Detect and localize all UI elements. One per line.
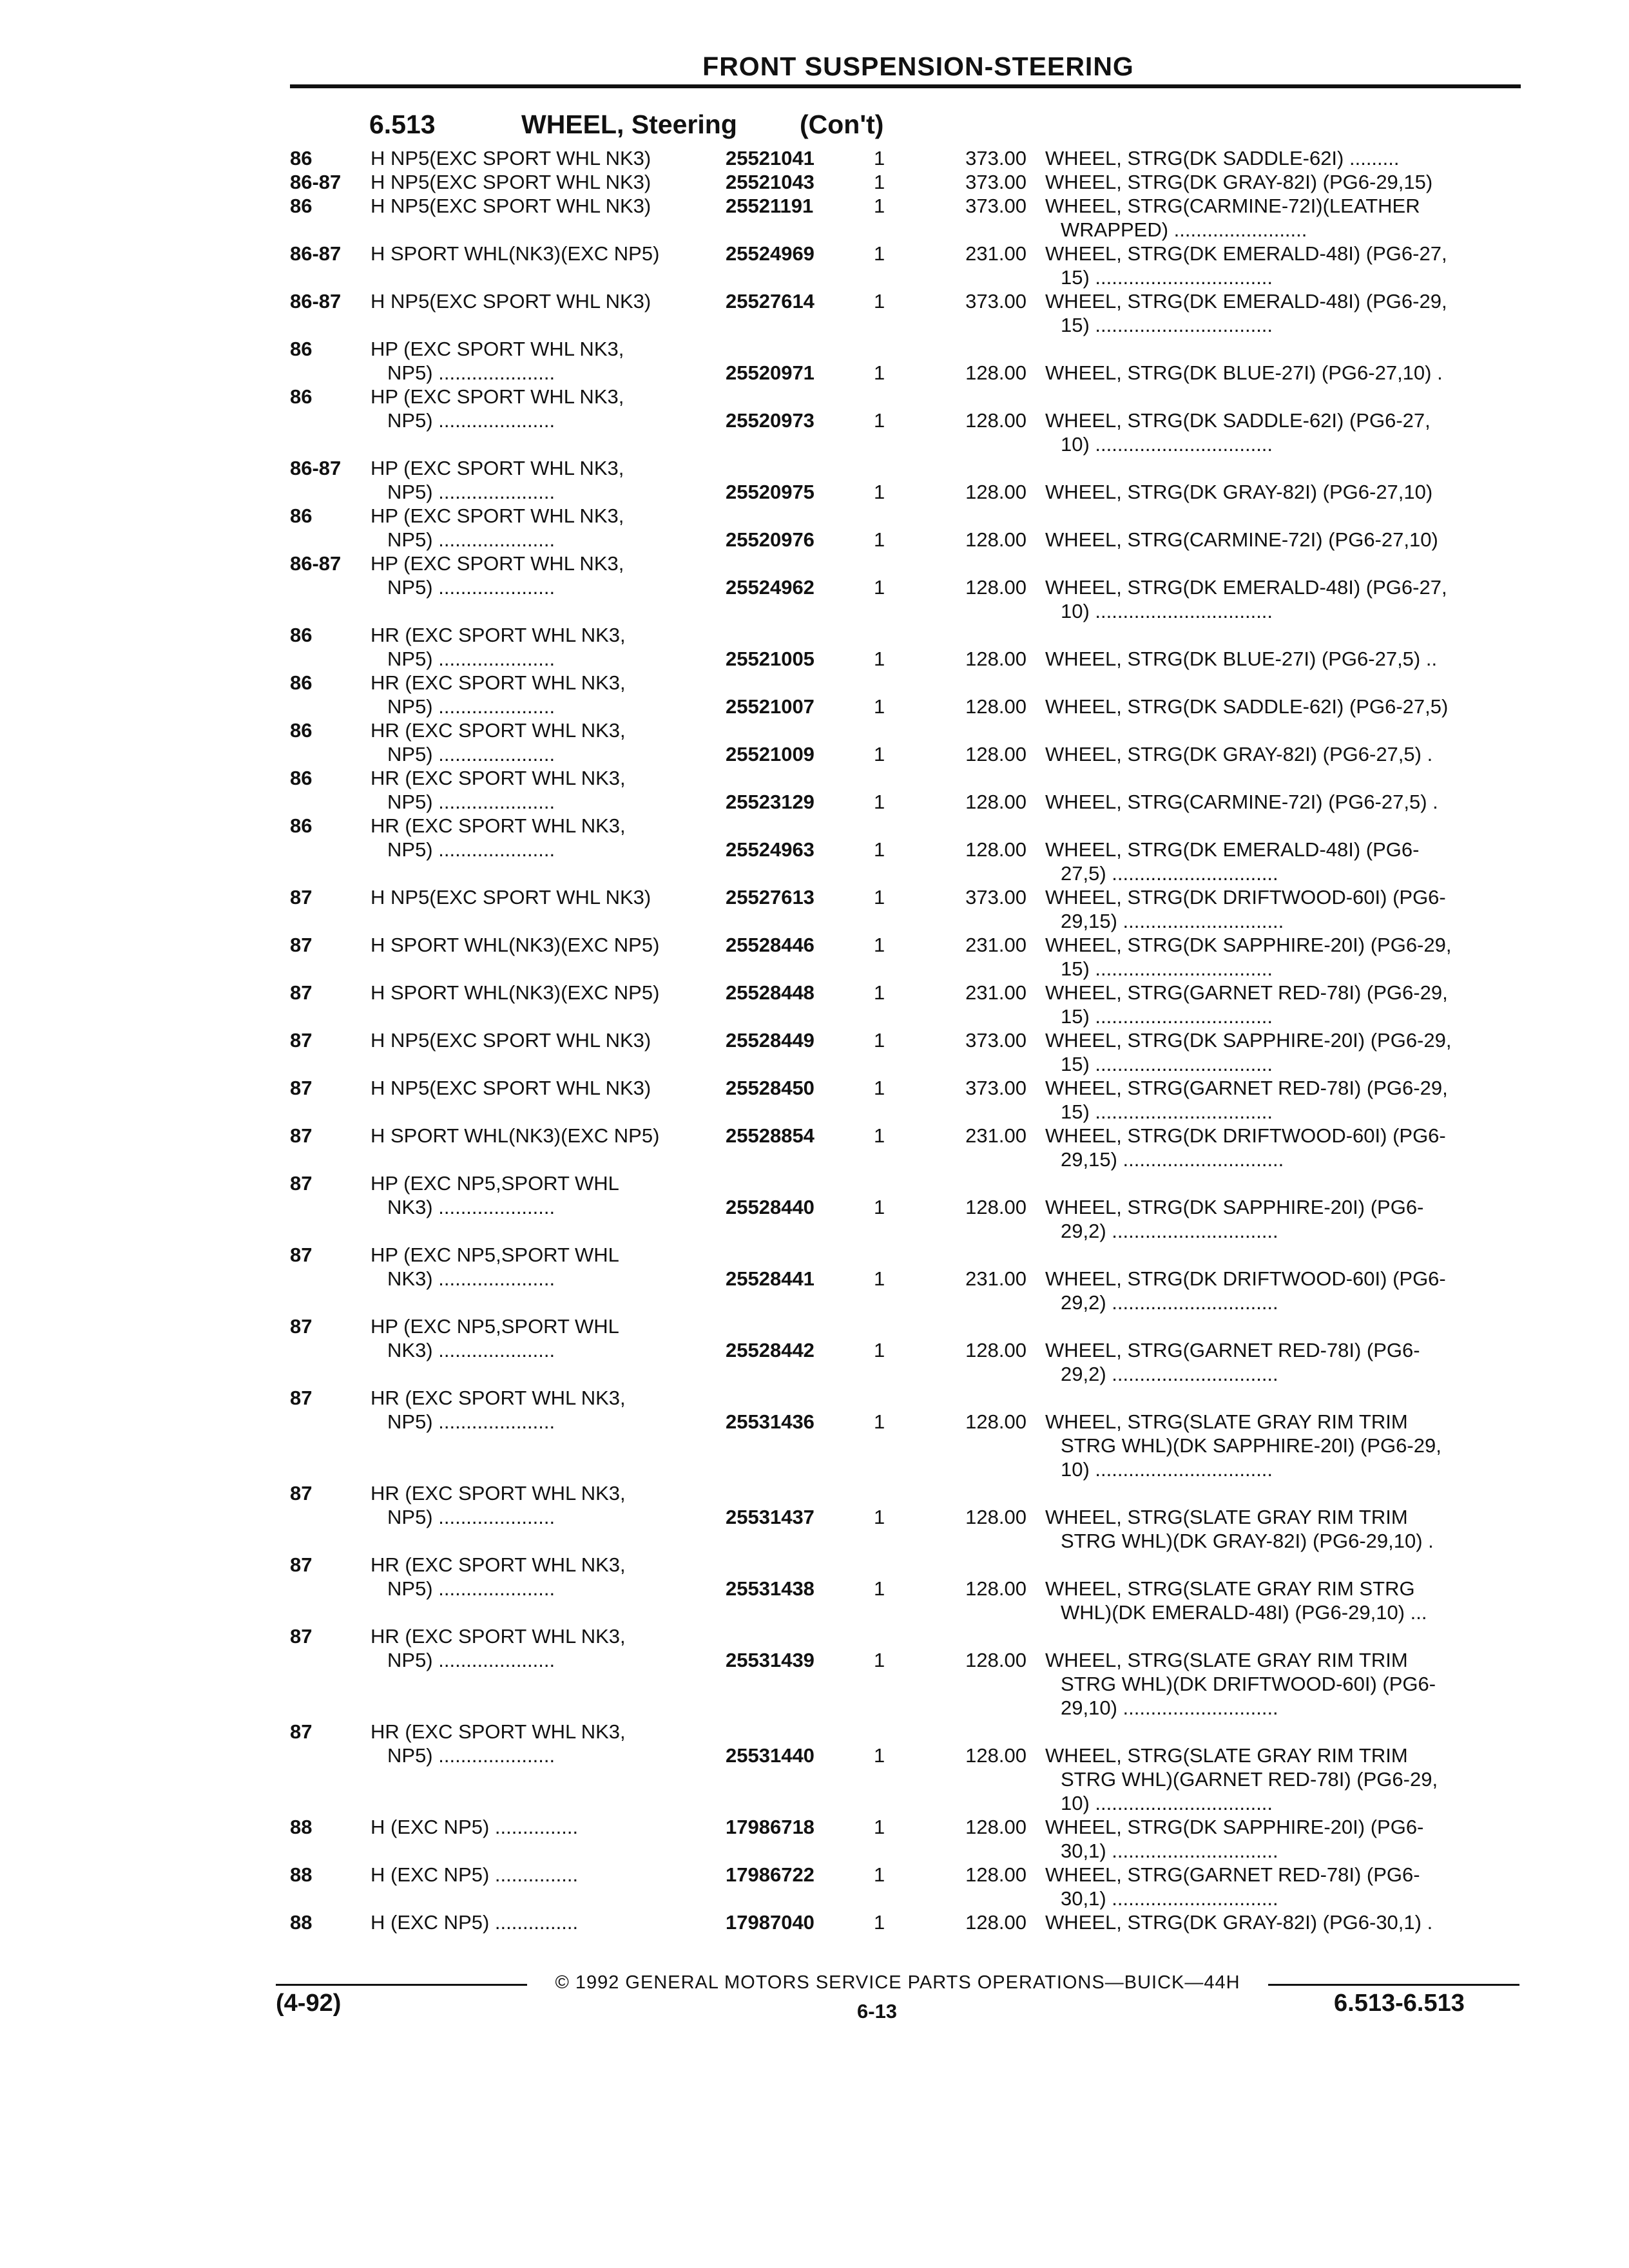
entry-year: 86 [290, 338, 313, 360]
entry-year: 86 [290, 624, 313, 646]
footer-date: (4-92) [276, 1990, 342, 2017]
parts-entry [290, 1076, 1514, 1124]
entry-year: 87 [290, 934, 313, 956]
entry-year: 87 [290, 1077, 313, 1099]
entry-remark: WHEEL, STRG(DK SADDLE-62I) (PG6-27, [1045, 409, 1431, 432]
entry-part-number: 25531438 [726, 1577, 815, 1600]
parts-entry [290, 385, 1514, 456]
entry-description: HP (EXC SPORT WHL NK3, [371, 552, 624, 575]
entry-remark: 15) ................................ [1061, 1100, 1273, 1123]
entry-year: 86-87 [290, 290, 342, 312]
entry-price: 128.00 [965, 743, 1027, 765]
entry-description: HP (EXC NP5,SPORT WHL [371, 1172, 619, 1195]
page-header [290, 52, 1521, 88]
entry-description: H NP5(EXC SPORT WHL NK3) [371, 886, 651, 908]
entry-price: 373.00 [965, 1077, 1027, 1099]
entry-remark: STRG WHL)(DK GRAY-82I) (PG6-29,10) . [1061, 1530, 1434, 1552]
entry-remark: WHEEL, STRG(GARNET RED-78I) (PG6- [1045, 1863, 1420, 1886]
entry-year: 87 [290, 1244, 313, 1266]
parts-entry [290, 1171, 1514, 1243]
entry-price: 128.00 [965, 1816, 1027, 1838]
entry-description: H (EXC NP5) ............... [371, 1911, 579, 1934]
entry-part-number: 25521191 [726, 195, 814, 217]
entry-price: 231.00 [965, 1124, 1027, 1147]
entry-quantity: 1 [874, 576, 885, 599]
entry-part-number: 25531437 [726, 1506, 815, 1528]
parts-entry [290, 1124, 1514, 1171]
entry-price: 373.00 [965, 171, 1027, 193]
entry-price: 128.00 [965, 1911, 1027, 1934]
entry-quantity: 1 [874, 147, 885, 169]
entry-description: H NP5(EXC SPORT WHL NK3) [371, 1077, 651, 1099]
entry-part-number: 25520975 [726, 481, 815, 503]
entry-description: HR (EXC SPORT WHL NK3, [371, 1625, 626, 1648]
entry-year: 87 [290, 1124, 313, 1147]
entry-part-number: 17986722 [726, 1863, 815, 1886]
entry-description: NP5) ..................... [387, 648, 555, 670]
entry-remark: WHEEL, STRG(DK EMERALD-48I) (PG6-27, [1045, 576, 1447, 599]
entry-remark: WHEEL, STRG(DK GRAY-82I) (PG6-29,15) [1045, 171, 1433, 193]
entry-part-number: 25528441 [726, 1267, 815, 1290]
parts-entry [290, 1553, 1514, 1624]
entry-description: H (EXC NP5) ............... [371, 1863, 579, 1886]
entry-description: H SPORT WHL(NK3)(EXC NP5) [371, 934, 660, 956]
entry-description: NP5) ..................... [387, 481, 555, 503]
entry-remark: WHEEL, STRG(DK GRAY-82I) (PG6-27,5) . [1045, 743, 1433, 765]
entry-remark: STRG WHL)(GARNET RED-78I) (PG6-29, [1061, 1768, 1438, 1791]
entry-quantity: 1 [874, 1816, 885, 1838]
entry-description: HR (EXC SPORT WHL NK3, [371, 814, 626, 837]
entry-remark: 27,5) .............................. [1061, 862, 1278, 885]
entry-description: NP5) ..................... [387, 1506, 555, 1528]
footer-copyright-line [276, 1972, 1519, 1998]
entry-year: 86 [290, 505, 313, 527]
entry-quantity: 1 [874, 481, 885, 503]
entry-description: HP (EXC NP5,SPORT WHL [371, 1315, 619, 1338]
entry-remark: 15) ................................ [1061, 314, 1273, 336]
entry-year: 87 [290, 1172, 313, 1195]
entry-part-number: 25521005 [726, 648, 815, 670]
entry-year: 87 [290, 1553, 313, 1576]
entry-quantity: 1 [874, 1911, 885, 1934]
entry-remark: 30,1) .............................. [1061, 1887, 1278, 1910]
entry-price: 373.00 [965, 147, 1027, 169]
section-heading [369, 110, 883, 140]
entry-description: HP (EXC SPORT WHL NK3, [371, 385, 624, 408]
entry-remark: WHEEL, STRG(GARNET RED-78I) (PG6- [1045, 1339, 1420, 1361]
entry-price: 128.00 [965, 528, 1027, 551]
parts-entry [290, 933, 1514, 981]
entry-remark: 15) ................................ [1061, 1053, 1273, 1075]
entry-remark: WHEEL, STRG(CARMINE-72I) (PG6-27,5) . [1045, 791, 1438, 813]
entry-price: 128.00 [965, 1410, 1027, 1433]
parts-entry [290, 766, 1514, 814]
entry-part-number: 25528440 [726, 1196, 815, 1218]
entry-description: H SPORT WHL(NK3)(EXC NP5) [371, 242, 660, 265]
entry-description: HP (EXC NP5,SPORT WHL [371, 1244, 619, 1266]
entry-description: NP5) ..................... [387, 695, 555, 718]
entry-remark: WRAPPED) ........................ [1061, 218, 1307, 241]
entry-quantity: 1 [874, 743, 885, 765]
parts-entry [290, 146, 1514, 170]
parts-entry [290, 456, 1514, 504]
entry-part-number: 25520976 [726, 528, 815, 551]
parts-entry [290, 1028, 1514, 1076]
entry-price: 128.00 [965, 576, 1027, 599]
parts-entry [290, 1815, 1514, 1863]
entry-remark: WHEEL, STRG(DK SAPPHIRE-20I) (PG6- [1045, 1816, 1424, 1838]
entry-price: 231.00 [965, 242, 1027, 265]
parts-entry [290, 671, 1514, 718]
entry-part-number: 25528446 [726, 934, 815, 956]
entry-year: 88 [290, 1863, 313, 1886]
entry-description: H NP5(EXC SPORT WHL NK3) [371, 171, 651, 193]
entry-quantity: 1 [874, 290, 885, 312]
entry-description: NP5) ..................... [387, 361, 555, 384]
entry-quantity: 1 [874, 1649, 885, 1671]
entry-remark: WHEEL, STRG(DK SADDLE-62I) ......... [1045, 147, 1400, 169]
entry-price: 128.00 [965, 1744, 1027, 1767]
entry-part-number: 17986718 [726, 1816, 815, 1838]
entry-price: 128.00 [965, 1649, 1027, 1671]
entry-remark: WHEEL, STRG(SLATE GRAY RIM TRIM [1045, 1410, 1408, 1433]
entry-remark: 29,10) ............................ [1061, 1696, 1278, 1719]
entry-quantity: 1 [874, 1339, 885, 1361]
parts-entry [290, 194, 1514, 242]
entry-description: HR (EXC SPORT WHL NK3, [371, 624, 626, 646]
entry-part-number: 25527613 [726, 886, 815, 908]
entry-description: NK3) ..................... [387, 1339, 555, 1361]
entry-description: NP5) ..................... [387, 409, 555, 432]
entry-quantity: 1 [874, 361, 885, 384]
entry-year: 86 [290, 767, 313, 789]
entry-remark: WHEEL, STRG(GARNET RED-78I) (PG6-29, [1045, 981, 1448, 1004]
entry-remark: WHEEL, STRG(SLATE GRAY RIM STRG [1045, 1577, 1415, 1600]
parts-entry [290, 885, 1514, 933]
parts-entry [290, 718, 1514, 766]
entry-year: 87 [290, 1720, 313, 1743]
entry-remark: WHEEL, STRG(SLATE GRAY RIM TRIM [1045, 1744, 1408, 1767]
entry-price: 128.00 [965, 1577, 1027, 1600]
entry-price: 231.00 [965, 934, 1027, 956]
entry-part-number: 25524962 [726, 576, 815, 599]
entry-description: NP5) ..................... [387, 528, 555, 551]
entry-remark: 15) ................................ [1061, 957, 1273, 980]
entry-description: H NP5(EXC SPORT WHL NK3) [371, 195, 651, 217]
entry-year: 87 [290, 1387, 313, 1409]
entry-part-number: 25523129 [726, 791, 815, 813]
entry-remark: 29,2) .............................. [1061, 1363, 1278, 1385]
entry-year: 86 [290, 147, 313, 169]
entry-year: 86-87 [290, 552, 342, 575]
entry-remark: WHEEL, STRG(DK DRIFTWOOD-60I) (PG6- [1045, 886, 1446, 908]
entry-quantity: 1 [874, 409, 885, 432]
entry-year: 87 [290, 1625, 313, 1648]
entry-quantity: 1 [874, 1506, 885, 1528]
entry-year: 88 [290, 1911, 313, 1934]
parts-entry [290, 981, 1514, 1028]
entry-remark: 10) ................................ [1061, 600, 1273, 622]
entry-part-number: 25527614 [726, 290, 815, 312]
entry-quantity: 1 [874, 242, 885, 265]
entry-remark: WHEEL, STRG(DK EMERALD-48I) (PG6- [1045, 838, 1420, 861]
entry-quantity: 1 [874, 1077, 885, 1099]
footer-section-range: 6.513-6.513 [1334, 1990, 1465, 2017]
entry-quantity: 1 [874, 934, 885, 956]
entry-quantity: 1 [874, 171, 885, 193]
entry-description: NP5) ..................... [387, 791, 555, 813]
parts-entry [290, 1243, 1514, 1314]
entry-remark: WHEEL, STRG(DK BLUE-27I) (PG6-27,10) . [1045, 361, 1443, 384]
parts-entry [290, 504, 1514, 552]
entry-remark: 15) ................................ [1061, 266, 1273, 289]
entry-quantity: 1 [874, 1744, 885, 1767]
entry-part-number: 25521009 [726, 743, 815, 765]
entry-remark: WHEEL, STRG(DK EMERALD-48I) (PG6-29, [1045, 290, 1447, 312]
entry-description: HR (EXC SPORT WHL NK3, [371, 767, 626, 789]
entry-price: 128.00 [965, 481, 1027, 503]
entry-price: 373.00 [965, 886, 1027, 908]
entry-quantity: 1 [874, 195, 885, 217]
entry-description: NK3) ..................... [387, 1196, 555, 1218]
entry-description: H (EXC NP5) ............... [371, 1816, 579, 1838]
entry-year: 88 [290, 1816, 313, 1838]
entry-description: NP5) ..................... [387, 1410, 555, 1433]
entry-price: 128.00 [965, 361, 1027, 384]
section-continued: (Con't) [800, 110, 884, 139]
entry-description: HR (EXC SPORT WHL NK3, [371, 671, 626, 694]
entry-remark: STRG WHL)(DK SAPPHIRE-20I) (PG6-29, [1061, 1434, 1441, 1457]
entry-remark: WHEEL, STRG(DK SAPPHIRE-20I) (PG6- [1045, 1196, 1424, 1218]
entry-year: 86 [290, 671, 313, 694]
entry-part-number: 25528448 [726, 981, 815, 1004]
entry-description: NK3) ..................... [387, 1267, 555, 1290]
entry-remark: WHEEL, STRG(GARNET RED-78I) (PG6-29, [1045, 1077, 1448, 1099]
entry-remark: 29,15) ............................. [1061, 910, 1284, 932]
parts-entry [290, 337, 1514, 385]
footer-page-number: 6-13 [857, 2000, 898, 2023]
entry-price: 231.00 [965, 1267, 1027, 1290]
entry-price: 128.00 [965, 838, 1027, 861]
entry-remark: 10) ................................ [1061, 1458, 1273, 1481]
entry-year: 87 [290, 886, 313, 908]
entry-part-number: 25531436 [726, 1410, 815, 1433]
entry-remark: 10) ................................ [1061, 1792, 1273, 1814]
entry-remark: WHEEL, STRG(DK EMERALD-48I) (PG6-27, [1045, 242, 1447, 265]
entry-description: H NP5(EXC SPORT WHL NK3) [371, 1029, 651, 1052]
entry-part-number: 17987040 [726, 1911, 815, 1934]
entry-part-number: 25531440 [726, 1744, 815, 1767]
entry-quantity: 1 [874, 528, 885, 551]
parts-entry [290, 1910, 1514, 1934]
entry-description: HP (EXC SPORT WHL NK3, [371, 505, 624, 527]
entry-remark: WHEEL, STRG(CARMINE-72I)(LEATHER [1045, 195, 1420, 217]
entry-quantity: 1 [874, 1577, 885, 1600]
entry-price: 128.00 [965, 409, 1027, 432]
entry-quantity: 1 [874, 1124, 885, 1147]
entry-description: HP (EXC SPORT WHL NK3, [371, 457, 624, 479]
entry-year: 87 [290, 1482, 313, 1504]
entry-description: HR (EXC SPORT WHL NK3, [371, 1720, 626, 1743]
entry-quantity: 1 [874, 695, 885, 718]
entry-quantity: 1 [874, 1410, 885, 1433]
entry-description: HR (EXC SPORT WHL NK3, [371, 1553, 626, 1576]
entry-description: NP5) ..................... [387, 743, 555, 765]
entry-year: 86 [290, 385, 313, 408]
entry-quantity: 1 [874, 1863, 885, 1886]
section-number: 6.513 [369, 110, 436, 139]
entry-description: HR (EXC SPORT WHL NK3, [371, 1482, 626, 1504]
entry-remark: STRG WHL)(DK DRIFTWOOD-60I) (PG6- [1061, 1673, 1436, 1695]
entry-part-number: 25524969 [726, 242, 815, 265]
footer-copyright: © 1992 GENERAL MOTORS SERVICE PARTS OPERATIONS—BUICK—44H [547, 1972, 1248, 1994]
entry-year: 86 [290, 195, 313, 217]
entry-price: 128.00 [965, 1196, 1027, 1218]
parts-entry [290, 814, 1514, 885]
entry-quantity: 1 [874, 981, 885, 1004]
entry-description: HR (EXC SPORT WHL NK3, [371, 719, 626, 742]
parts-entry [290, 1314, 1514, 1386]
entry-remark: WHL)(DK EMERALD-48I) (PG6-29,10) ... [1061, 1601, 1427, 1624]
entry-price: 128.00 [965, 791, 1027, 813]
entry-description: H SPORT WHL(NK3)(EXC NP5) [371, 1124, 660, 1147]
entry-description: NP5) ..................... [387, 1649, 555, 1671]
footer-rule-left [276, 1984, 527, 1986]
entry-description: H SPORT WHL(NK3)(EXC NP5) [371, 981, 660, 1004]
entry-remark: 15) ................................ [1061, 1005, 1273, 1028]
parts-entry [290, 1481, 1514, 1553]
parts-entry [290, 289, 1514, 337]
parts-list [290, 146, 1514, 1934]
entry-quantity: 1 [874, 838, 885, 861]
entry-remark: WHEEL, STRG(SLATE GRAY RIM TRIM [1045, 1506, 1408, 1528]
entry-description: NP5) ..................... [387, 1577, 555, 1600]
entry-quantity: 1 [874, 1196, 885, 1218]
entry-year: 87 [290, 981, 313, 1004]
entry-remark: WHEEL, STRG(SLATE GRAY RIM TRIM [1045, 1649, 1408, 1671]
entry-description: HR (EXC SPORT WHL NK3, [371, 1387, 626, 1409]
entry-remark: WHEEL, STRG(DK SADDLE-62I) (PG6-27,5) [1045, 695, 1449, 718]
entry-year: 87 [290, 1029, 313, 1052]
entry-price: 373.00 [965, 195, 1027, 217]
entry-year: 86-87 [290, 242, 342, 265]
entry-part-number: 25524963 [726, 838, 815, 861]
entry-part-number: 25521043 [726, 171, 815, 193]
entry-part-number: 25531439 [726, 1649, 815, 1671]
entry-price: 128.00 [965, 1863, 1027, 1886]
entry-year: 86 [290, 814, 313, 837]
section-name: WHEEL, Steering [521, 110, 737, 139]
entry-part-number: 25520971 [726, 361, 815, 384]
parts-entry [290, 552, 1514, 623]
entry-remark: WHEEL, STRG(DK SAPPHIRE-20I) (PG6-29, [1045, 934, 1452, 956]
entry-description: NP5) ..................... [387, 576, 555, 599]
entry-quantity: 1 [874, 1267, 885, 1290]
entry-part-number: 25521041 [726, 147, 815, 169]
entry-remark: WHEEL, STRG(DK GRAY-82I) (PG6-30,1) . [1045, 1911, 1433, 1934]
entry-quantity: 1 [874, 1029, 885, 1052]
entry-description: H NP5(EXC SPORT WHL NK3) [371, 290, 651, 312]
parts-entry [290, 1386, 1514, 1481]
entry-remark: WHEEL, STRG(DK DRIFTWOOD-60I) (PG6- [1045, 1267, 1446, 1290]
entry-quantity: 1 [874, 791, 885, 813]
entry-description: NP5) ..................... [387, 1744, 555, 1767]
entry-description: HP (EXC SPORT WHL NK3, [371, 338, 624, 360]
entry-quantity: 1 [874, 648, 885, 670]
entry-part-number: 25528450 [726, 1077, 815, 1099]
entry-remark: WHEEL, STRG(DK BLUE-27I) (PG6-27,5) .. [1045, 648, 1438, 670]
parts-entry [290, 1624, 1514, 1720]
entry-year: 86 [290, 719, 313, 742]
entry-part-number: 25521007 [726, 695, 815, 718]
parts-entry [290, 242, 1514, 289]
entry-year: 87 [290, 1315, 313, 1338]
parts-entry [290, 1720, 1514, 1815]
page-title: FRONT SUSPENSION-STEERING [702, 52, 1134, 81]
entry-remark: 29,2) .............................. [1061, 1220, 1278, 1242]
entry-price: 128.00 [965, 1506, 1027, 1528]
entry-part-number: 25528854 [726, 1124, 815, 1147]
entry-part-number: 25528449 [726, 1029, 815, 1052]
entry-price: 373.00 [965, 290, 1027, 312]
parts-entry [290, 623, 1514, 671]
entry-year: 86-87 [290, 171, 342, 193]
entry-remark: 29,15) ............................. [1061, 1148, 1284, 1171]
entry-description: NP5) ..................... [387, 838, 555, 861]
entry-year: 86-87 [290, 457, 342, 479]
entry-remark: WHEEL, STRG(DK SAPPHIRE-20I) (PG6-29, [1045, 1029, 1452, 1052]
entry-remark: WHEEL, STRG(CARMINE-72I) (PG6-27,10) [1045, 528, 1438, 551]
entry-remark: 10) ................................ [1061, 433, 1273, 456]
entry-price: 373.00 [965, 1029, 1027, 1052]
entry-price: 128.00 [965, 648, 1027, 670]
entry-price: 231.00 [965, 981, 1027, 1004]
entry-price: 128.00 [965, 695, 1027, 718]
entry-quantity: 1 [874, 886, 885, 908]
entry-remark: WHEEL, STRG(DK DRIFTWOOD-60I) (PG6- [1045, 1124, 1446, 1147]
entry-remark: 29,2) .............................. [1061, 1291, 1278, 1314]
entry-remark: 30,1) .............................. [1061, 1840, 1278, 1862]
entry-remark: WHEEL, STRG(DK GRAY-82I) (PG6-27,10) [1045, 481, 1433, 503]
entry-part-number: 25528442 [726, 1339, 815, 1361]
entry-description: H NP5(EXC SPORT WHL NK3) [371, 147, 651, 169]
parts-entry [290, 1863, 1514, 1910]
entry-part-number: 25520973 [726, 409, 815, 432]
footer-rule-right [1268, 1984, 1519, 1986]
entry-price: 128.00 [965, 1339, 1027, 1361]
parts-entry [290, 170, 1514, 194]
